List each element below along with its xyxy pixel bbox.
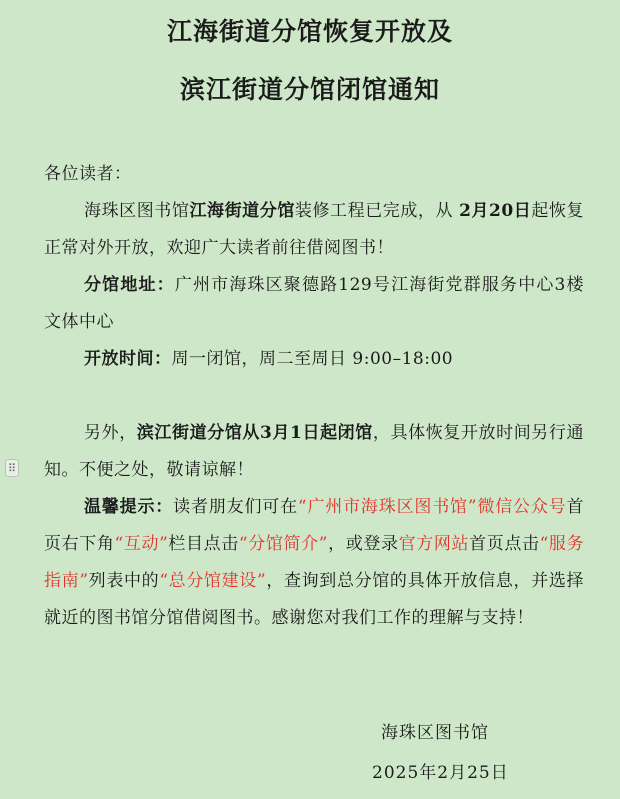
jianghai-branch-name: 江海街道分馆 bbox=[189, 201, 295, 221]
reopen-date: 2月20日 bbox=[459, 201, 532, 221]
address-paragraph bbox=[44, 267, 584, 341]
wechat-account-link[interactable]: “广州市海珠区图书馆”微信公众号 bbox=[297, 497, 567, 517]
address-label: 分馆地址： bbox=[84, 275, 175, 295]
hours-value: 周一闭馆，周二至周日 9:00–18:00 bbox=[171, 349, 454, 369]
tips-text-4: ，或登录 bbox=[327, 534, 399, 554]
interact-link[interactable]: “互动” bbox=[114, 534, 169, 554]
tips-text-2: 首页右下角 bbox=[44, 497, 585, 554]
tips-text-1: 读者朋友们可在 bbox=[173, 497, 298, 517]
notice-title-line2: 滨江街道分馆闭馆通知 bbox=[179, 75, 440, 104]
tips-text-5: 首页点击 bbox=[469, 534, 540, 554]
signature-org: 海珠区图书馆 bbox=[381, 723, 489, 743]
hours-label: 开放时间： bbox=[84, 349, 172, 369]
tips-text-6: 列表中的 bbox=[88, 571, 160, 591]
address-value: 广州市海珠区聚德路129号江海街党群服务中心3楼文体中心 bbox=[44, 275, 585, 332]
binjiang-closure: 滨江街道分馆从3月1日起闭馆 bbox=[136, 423, 373, 443]
hours-paragraph bbox=[44, 341, 584, 378]
reopen-text-end: 起恢复正常对外开放，欢迎广大读者前往借阅图书！ bbox=[44, 201, 585, 258]
service-guide-link[interactable]: “服务指南” bbox=[44, 534, 585, 591]
signature-date: 2025年2月25日 bbox=[372, 763, 509, 783]
notice-title-line1: 江海街道分馆恢复开放及 bbox=[166, 17, 453, 46]
branch-construction-link[interactable]: “总分馆建设” bbox=[159, 571, 267, 591]
closure-text: ，具体恢复开放时间另行通知。不便之处，敬请谅解！ bbox=[44, 423, 585, 480]
closure-paragraph bbox=[44, 415, 584, 489]
tips-label: 温馨提示： bbox=[84, 497, 174, 517]
greeting: 各位读者： bbox=[44, 164, 132, 184]
library-name: 海珠区图书馆 bbox=[84, 201, 190, 221]
reopen-text: 装修工程已完成，从 bbox=[294, 201, 454, 221]
drag-handle-icon[interactable]: ⠿ bbox=[5, 459, 19, 477]
tips-text-7: ，查询到总分馆的具体开放信息，并选择就近的图书馆分馆借阅图书。感谢您对我们工作的理解与支持！ bbox=[44, 571, 585, 628]
official-website-link[interactable]: 官方网站 bbox=[398, 534, 470, 554]
closure-intro: 另外， bbox=[84, 423, 137, 443]
reopen-paragraph bbox=[44, 193, 584, 267]
branch-intro-link[interactable]: “分馆简介” bbox=[238, 534, 328, 554]
tips-text-3: 栏目点击 bbox=[168, 534, 239, 554]
tips-paragraph bbox=[44, 489, 584, 637]
